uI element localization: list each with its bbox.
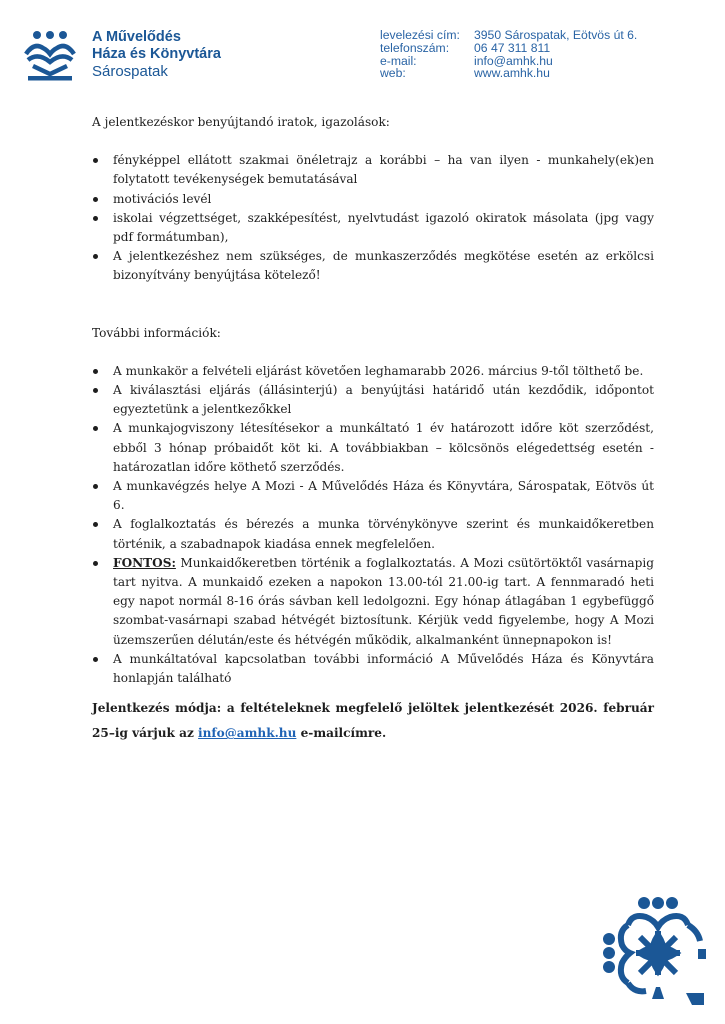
contact-label: web: — [380, 66, 406, 81]
list-item: A foglalkoztatás és bérezés a munka törvénykönyve szerint és munkaidőkeretben történik, a szabadnapok kiadása ennek megfelelően. — [92, 515, 654, 553]
list-item: A munkavégzés helye A Mozi - A Művelődés Háza és Könyvtára, Sárospatak, Eötvös út 6. — [92, 477, 654, 515]
application-method — [92, 696, 654, 746]
contact-address — [380, 29, 637, 42]
info-heading: További információk: — [92, 325, 221, 340]
list-item: A munkáltatóval kapcsolatban további információ A Művelődés Háza és Könyvtára honlapján található — [92, 650, 654, 688]
org-city: Sárospatak — [92, 63, 168, 80]
contact-value: www.amhk.hu — [474, 66, 550, 81]
important-text: Munkaidőkeretben történik a foglalkoztatás. A Mozi csütörtöktől vasárnapig tart nyitva. A munkaidő ezeken a napokon 13.00-tól 21.00-ig tart. A fennmaradó heti egy napot normál 8-16 órás sávban kell ledolgozni. Egy hónap átlagában 1 egybefüggő szombat-vasárnapi szabad hétvégét biztosítunk. Kérjük vedd figyelembe, hogy A Mozi üzemszerűen délután/este és hétvégén működik, alkalmanként ünnepnapokon is! — [113, 555, 654, 647]
list-item-important — [92, 554, 654, 650]
contact-value: info@amhk.hu — [474, 53, 553, 68]
contact-value: 3950 Sárospatak, Eötvös út 6. — [474, 28, 638, 42]
contact-phone — [380, 42, 637, 55]
org-name-line2: Háza és Könyvtára — [92, 46, 221, 62]
list-item: A munkajogviszony létesítésekor a munkáltató 1 év határozott időre köt szerződést, ebből 3 hónap próbaidőt köt ki. A továbbiakban – kölcsönös elégedettség esetén - határozatlan időre köthető szerződés. — [92, 419, 654, 477]
organization-logo-icon — [24, 30, 76, 82]
letterhead — [0, 0, 725, 95]
documents-list — [92, 151, 654, 285]
document-body — [92, 113, 654, 746]
important-label: FONTOS: — [113, 555, 176, 570]
list-item: fényképpel ellátott szakmai önéletrajz a korábbi – ha van ilyen - munkahely(ek)en folytatott tevékenységek bemutatásával — [92, 151, 654, 189]
application-text-end: e-mailcímre. — [296, 726, 387, 741]
contact-label: telefonszám: — [380, 40, 450, 55]
documents-heading: A jelentkezéskor benyújtandó iratok, igazolások: — [92, 115, 390, 129]
list-item: A munkakör a felvételi eljárást követően leghamarabb 2026. március 9-től tölthető be. — [92, 362, 654, 381]
list-item: iskolai végzettséget, szakképesítést, nyelvtudást igazoló okiratok másolata (jpg vagy pdf formátumban), — [92, 209, 654, 247]
list-item: motivációs levél — [92, 190, 654, 209]
contact-label: e-mail: — [380, 53, 417, 68]
organization-name — [92, 29, 221, 80]
email-link[interactable]: info@amhk.hu — [198, 726, 297, 741]
application-text: Jelentkezés módja: a feltételeknek megfelelő jelöltek jelentkezését 2026. február 25–ig várjuk az — [92, 701, 654, 741]
contact-web — [380, 67, 637, 80]
list-item: A jelentkezéshez nem szükséges, de munkaszerződés megkötése esetén az erkölcsi bizonyítvány benyújtása kötelező! — [92, 247, 654, 285]
contact-value: 06 47 311 811 — [474, 40, 551, 55]
list-item: A kiválasztási eljárás (állásinterjú) a benyújtási határidő után kezdődik, időpontot egyeztetünk a jelentkezőkkel — [92, 381, 654, 419]
contact-label: levelezési cím: — [380, 28, 460, 42]
decorative-ornament-icon — [600, 895, 710, 1011]
org-name-line1: A Művelődés — [92, 29, 181, 45]
info-list — [92, 362, 654, 688]
contact-block — [380, 29, 637, 80]
